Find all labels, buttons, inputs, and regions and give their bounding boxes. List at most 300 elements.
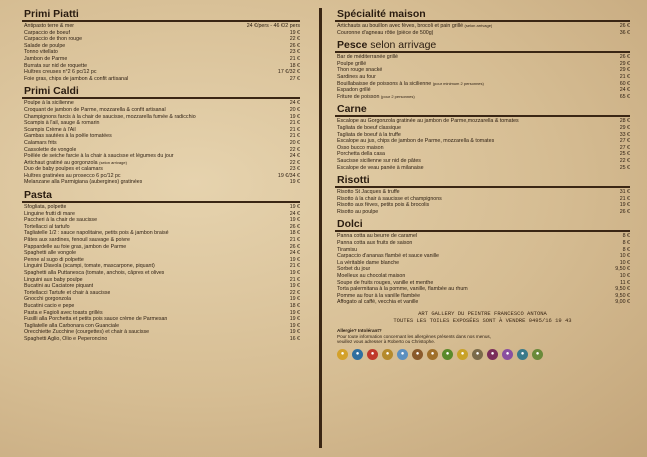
menu-item-price: 9,50 €: [615, 286, 630, 293]
menu-item-label: Carpaccio de thon rouge: [24, 36, 83, 43]
section-title-text: Spécialité maison: [337, 8, 426, 20]
menu-item-price: 9,00 €: [615, 299, 630, 306]
menu-item-price: 21 €: [289, 55, 300, 62]
menu-item-name: [24, 336, 107, 343]
menu-item: [335, 260, 630, 267]
menu-item-name: [337, 240, 412, 247]
menu-item-label: Scampis à l'ail, sauge & romarin: [24, 120, 100, 127]
menu-item-label: Tonno vitellato: [24, 49, 58, 56]
section-title-text: Dolci: [337, 218, 363, 231]
menu-item: [335, 202, 630, 209]
menu-item-label: Linguini Diavola (scampi, tomate, mascarpone, piquant): [24, 263, 155, 270]
menu-item: [22, 56, 300, 63]
left-column: [22, 8, 300, 346]
milk-icon: ●: [397, 349, 408, 360]
menu-item-price: 16 €: [289, 335, 300, 342]
allergy-notice: [335, 328, 630, 345]
menu-item-label: Tiramisu: [337, 246, 358, 253]
menu-item: [22, 296, 300, 303]
menu-item: [22, 69, 300, 76]
menu-item-name: [24, 217, 97, 224]
right-column: [335, 8, 630, 360]
menu-item-label: Saucisse sicilienne sur nid de pâtes: [337, 157, 421, 164]
menu-item-price: 29 €: [619, 124, 630, 131]
menu-item: [335, 286, 630, 293]
menu-item-name: [337, 280, 433, 287]
menu-item-price: 31 €: [619, 189, 630, 196]
allergy-text-2: veuillez vous adresser à Roberto ou Christophe.: [337, 339, 436, 345]
menu-item-price: 8 €: [622, 240, 630, 247]
menu-item: [22, 23, 300, 30]
menu-item-label: Escalope au jus, chips de jambon de Parme, mozzarella & tomates: [337, 138, 495, 145]
menu-item-price: 33 €: [619, 131, 630, 138]
gallery-line-2: TOUTES LES TOILES EXPOSÉES SONT À VENDRE 0495/16 19 43: [393, 317, 572, 324]
section-risotti: [335, 174, 630, 215]
menu-item-price: 29 €: [619, 67, 630, 74]
menu-item-name: [24, 270, 164, 277]
menu-item: [22, 230, 300, 237]
menu-item-name: [24, 310, 103, 317]
menu-item: [335, 151, 630, 158]
menu-item-price: 20 €: [289, 139, 300, 146]
egg-icon: ●: [337, 349, 348, 360]
menu-item: [22, 237, 300, 244]
menu-item-name: [337, 67, 382, 74]
menu-item: [22, 173, 300, 180]
menu-item-label: Spaghetti Aglio, Olio e Peperoncino: [24, 335, 108, 342]
menu-item-name: [337, 233, 417, 240]
menu-item: [22, 316, 300, 323]
menu-item-price: 23 €: [289, 49, 300, 56]
menu-item-price: 26 €: [619, 208, 630, 215]
section-title-text: Primi Caldi: [24, 85, 79, 98]
menu-item-name: [337, 260, 399, 267]
menu-item: [335, 266, 630, 273]
menu-item-name: [24, 173, 121, 180]
menu-item-price: 10 €: [619, 253, 630, 260]
section-title: [335, 103, 630, 117]
menu-item: [335, 253, 630, 260]
menu-item-name: [24, 147, 76, 154]
menu-item: [335, 23, 630, 30]
menu-item-label: Carpaccio d'ananas flambé et sauce vanille: [337, 253, 440, 260]
menu-item-label: Risotto au poulpe: [337, 208, 379, 215]
menu-item-label: Croquant de jambon de Parme, mozzarella & confit artisanal: [24, 106, 166, 113]
menu-item: [22, 336, 300, 343]
menu-item-label: La véritable dame blanche: [337, 259, 400, 266]
menu-item-label: Huîtres creuses n°2 6 pc/12 pc: [24, 69, 97, 76]
menu-item-price: 22 €: [289, 159, 300, 166]
menu-item: [335, 87, 630, 94]
menu-item: [335, 293, 630, 300]
menu-item-price: 29 €: [619, 60, 630, 67]
menu-item-name: [337, 209, 378, 216]
menu-item: [22, 244, 300, 251]
menu-item: [335, 196, 630, 203]
menu-item-label: Gnocchi gorgonzola: [24, 296, 72, 303]
menu-item: [335, 165, 630, 172]
menu-item-price: 19 €: [619, 202, 630, 209]
menu-item-name: [337, 54, 398, 61]
menu-item-price: 21 €: [289, 237, 300, 244]
section-title-text: Carne: [337, 103, 367, 116]
menu-item-price: 26 €: [289, 42, 300, 49]
menu-item: [22, 160, 300, 167]
menu-item: [22, 147, 300, 154]
menu-item-label: Calamars frits: [24, 139, 57, 146]
menu-item-name: [24, 263, 155, 270]
menu-item-price: 18 €: [289, 302, 300, 309]
menu-item-price: 24 €: [289, 153, 300, 160]
menu-item-name: [24, 127, 76, 134]
menu-item-price: 8 €: [622, 233, 630, 240]
menu-item-label: Risotto aux fèves, petits pois & brocolis: [337, 202, 430, 209]
menu-item-name: [337, 118, 519, 125]
menu-item: [22, 217, 300, 224]
mustard-icon: ●: [457, 349, 468, 360]
section-title: [22, 8, 300, 22]
menu-item-label: Pâtes aux sardines, fenouil sauvage & poivre: [24, 237, 131, 244]
fish-icon: ●: [352, 349, 363, 360]
menu-item-price: 22 €: [289, 146, 300, 153]
menu-item-price: 22 €: [289, 289, 300, 296]
celery-icon: ●: [442, 349, 453, 360]
menu-item: [335, 273, 630, 280]
menu-item-label: Pasta e Fagioli avec toasts grillés: [24, 309, 103, 316]
menu-item-label: Duo de baby poulpes et calamars: [24, 166, 103, 173]
soy-icon: ●: [532, 349, 543, 360]
menu-item-name: [24, 160, 127, 167]
menu-item-price: 10 €: [619, 273, 630, 280]
section-carne: [335, 103, 630, 171]
menu-item-name: [337, 87, 371, 94]
menu-item-price: 18 €: [289, 230, 300, 237]
section-specialite-maison: [335, 8, 630, 36]
section-dolci: [335, 218, 630, 306]
menu-item: [22, 49, 300, 56]
mollusc-icon: ●: [517, 349, 528, 360]
menu-item-name: [337, 158, 421, 165]
menu-item-price: 17 €/32 €: [277, 69, 300, 76]
menu-item: [335, 118, 630, 125]
menu-item-price: 19 €: [289, 29, 300, 36]
menu-item-name: [337, 299, 418, 306]
menu-item-label: Champignons farcis à la chair de saucisse, mozzarella fumée & radicchio: [24, 113, 196, 120]
menu-item-label: Porchetta della casa: [337, 151, 385, 158]
menu-item-price: 21 €: [289, 263, 300, 270]
menu-item-label: Tagliatelle alla Carbonara con Guanciale: [24, 322, 120, 329]
menu-item-label: Jambon de Parme: [24, 55, 68, 62]
menu-item-label: Tagliata de boeuf classique: [337, 124, 401, 131]
menu-item-price: 27 €: [619, 138, 630, 145]
menu-item-name: [24, 179, 142, 186]
menu-item: [22, 270, 300, 277]
menu-item-price: 19 €: [289, 309, 300, 316]
menu-item-label: Carpaccio de boeuf: [24, 29, 70, 36]
menu-item: [22, 257, 300, 264]
menu-item-label: Poulpe à la sicilienne: [24, 100, 74, 107]
menu-item: [22, 250, 300, 257]
menu-item-name: [337, 165, 424, 172]
menu-item-name: [337, 266, 370, 273]
menu-item-label: Artichauts au bouillon avec fèves, brocoli et pain grillé: [337, 23, 464, 29]
menu-item-label: Sorbet du jour: [337, 266, 371, 273]
menu-item-label: Sardines au four: [337, 73, 376, 80]
menu-item: [22, 114, 300, 121]
menu-item-name: [24, 250, 76, 257]
allergen-icons: [335, 349, 630, 360]
shellfish-icon: ●: [367, 349, 378, 360]
menu-item: [22, 36, 300, 43]
menu-item-price: 25 €: [619, 151, 630, 158]
menu-item-label: Foie gras, chips de jambon & confit artisanal: [24, 75, 129, 82]
menu-item-price: 18 €: [289, 62, 300, 69]
menu-item-name: [24, 224, 70, 231]
section-pesce: [335, 39, 630, 100]
menu-item-note: (selon arrivage): [464, 23, 493, 28]
menu-item-label: Escalope au Gorgonzola gratinée au jambon de Parme,mozzarella & tomates: [337, 118, 519, 125]
menu-item-price: 19 €: [289, 270, 300, 276]
menu-item: [22, 224, 300, 231]
menu-item-name: [337, 253, 439, 260]
menu-item: [22, 211, 300, 218]
menu-item-label: Panna cotta au beurre de caramel: [337, 233, 418, 240]
menu-item: [22, 166, 300, 173]
menu-item-label: Pomme au four à la vanille flambée: [337, 292, 421, 299]
menu-item-name: [337, 202, 429, 209]
menu-item: [22, 76, 300, 83]
menu-item-name: [337, 286, 468, 293]
menu-item: [22, 30, 300, 37]
menu-item: [335, 138, 630, 145]
menu-item-label: Panna cotta aux fruits de saison: [337, 240, 413, 247]
menu-item: [335, 209, 630, 216]
menu-item-label: Tagliatelle 1/2 : sauce napolitaine, petits pois & jambon braisé: [24, 230, 169, 237]
menu-item-price: 27 €: [289, 75, 300, 82]
menu-item-label: Linguini aux baby poulpe: [24, 276, 83, 283]
menu-item-name: [24, 204, 66, 211]
menu-item-price: 19 €: [289, 113, 300, 120]
menu-item-name: [24, 120, 100, 127]
menu-item: [335, 233, 630, 240]
menu-item-name: [24, 100, 74, 107]
menu-item-label: Pappardelle au foie gras, jambon de Parme: [24, 243, 127, 250]
menu-item-name: [337, 273, 405, 280]
wheat-icon: ●: [382, 349, 393, 360]
section-pasta: [22, 189, 300, 342]
menu-item-label: Osso bucco maison: [337, 144, 384, 151]
menu-item: [22, 100, 300, 107]
section-title: [335, 39, 630, 53]
menu-item-label: Scampis Crème à l'Ail: [24, 126, 76, 133]
menu-item-label: Salade de poulpe: [24, 42, 66, 49]
menu-item-price: 21 €: [619, 73, 630, 80]
menu-item: [335, 247, 630, 254]
sesame-icon: ●: [472, 349, 483, 360]
menu-item-price: 19 €/34 €: [277, 172, 300, 179]
section-title-text: Pasta: [24, 189, 53, 202]
menu-item: [22, 310, 300, 317]
menu-item-label: Melanzane alla Parmigiana (aubergines) gratinées: [24, 179, 143, 186]
menu-item-label: Torta palermitana à la pomme, vanille, flambée au rhum: [337, 286, 468, 293]
menu-item-name: [24, 43, 65, 50]
menu-item-name: [24, 133, 112, 140]
menu-item-price: 21 €: [619, 195, 630, 202]
menu-item: [22, 303, 300, 310]
column-divider: [319, 8, 322, 448]
menu-item-label: Cassolette de vongole: [24, 146, 77, 153]
menu-item-price: 24 €: [619, 87, 630, 94]
menu-item-price: 60 €: [619, 80, 630, 87]
menu-item-price: 27 €: [619, 144, 630, 151]
menu-item-price: 21 €: [289, 276, 300, 283]
menu-item-price: 20 €: [289, 106, 300, 113]
menu-item-price: 19 €: [289, 329, 300, 336]
menu-item-name: [337, 81, 484, 88]
gallery-line-1: ART GALLERY DU PEINTRE FRANCESCO ANTONA: [418, 310, 547, 317]
menu-item: [335, 189, 630, 196]
menu-item: [22, 323, 300, 330]
section-title: [335, 8, 630, 22]
menu-item-label: Burrata sur nid de roquette: [24, 62, 88, 69]
menu-item: [335, 94, 630, 101]
menu-item: [22, 63, 300, 70]
menu-item: [22, 179, 300, 186]
section-title: [335, 218, 630, 232]
menu-item-price: 26 €: [289, 243, 300, 250]
nut-icon: ●: [412, 349, 423, 360]
section-primi-piatti: [22, 8, 300, 82]
menu-item-label: Fusilli alla Porchetta et petits pois sauce crème de Parmesan: [24, 316, 168, 323]
menu-item-label: Poêlée de seiche farcie à la chair à saucisse et légumes du jour: [24, 153, 174, 160]
menu-item-price: 10 €: [619, 259, 630, 266]
menu-item-note: (selon arrivage): [99, 159, 127, 165]
menu-item-name: [24, 30, 70, 37]
menu-item-name: [337, 30, 433, 37]
menu-item-label: Tagliata de boeuf à la truffe: [337, 131, 401, 138]
menu-item-name: [24, 69, 97, 76]
menu-item-label: Risotto St Jacques & truffe: [337, 189, 400, 196]
menu-item-name: [337, 138, 494, 145]
menu-item-label: Antipasto terre & mer: [24, 23, 75, 29]
sulfite-icon: ●: [487, 349, 498, 360]
menu-item: [22, 204, 300, 211]
menu-item-label: Poulpe grillé: [337, 60, 367, 67]
menu-item-name: [337, 151, 385, 158]
menu-item: [335, 280, 630, 287]
menu-item-price: 24 €: [289, 100, 300, 107]
menu-item: [22, 133, 300, 140]
menu-item-name: [337, 293, 420, 300]
menu-item-name: [24, 277, 83, 284]
menu-item-label: Moelleux au chocolat maison: [337, 273, 406, 280]
menu-item-price: 24 €: [289, 250, 300, 257]
art-gallery-notice: [335, 310, 630, 324]
menu-item-name: [24, 114, 196, 121]
menu-item-label: Espadon grillé: [337, 87, 371, 94]
menu-item-name: [24, 303, 74, 310]
menu-item-name: [24, 257, 84, 264]
menu-item-label: Linguine frutti di mare: [24, 210, 75, 217]
menu-item: [22, 283, 300, 290]
menu-item-price: 28 €: [619, 118, 630, 125]
menu-item: [22, 329, 300, 336]
menu-item: [335, 81, 630, 88]
menu-item-name: [337, 94, 415, 101]
menu-item-price: 26 €: [619, 23, 630, 29]
menu-item: [335, 67, 630, 74]
menu-item-name: [24, 244, 126, 251]
menu-item-name: [24, 230, 169, 237]
menu-item-name: [337, 23, 492, 30]
menu-item-name: [337, 145, 384, 152]
menu-item: [335, 74, 630, 81]
menu-item: [22, 263, 300, 270]
menu-item: [335, 30, 630, 37]
menu-item-price: 65 €: [619, 93, 630, 100]
menu-item-label: Soupe de fruits rouges, vanille et menthe: [337, 279, 434, 286]
menu-item-price: 19 €: [289, 217, 300, 224]
menu-item: [22, 153, 300, 160]
menu-item-label: Tortellacci Tartufe et chair à saucisse: [24, 289, 111, 296]
menu-item-price: 9,50 €: [615, 292, 630, 299]
menu-item: [22, 127, 300, 134]
menu-item-price: 8 €: [622, 246, 630, 253]
menu-item: [22, 107, 300, 114]
menu-item-label: Spaghetti alla Puttanesca (tomate, anchois, câpres et olives: [24, 270, 165, 276]
menu-item-name: [24, 140, 57, 147]
menu-item-label: Couronne d'agneau rôtie (pièce de 500g): [337, 29, 434, 36]
menu-item-name: [24, 329, 149, 336]
menu-item-name: [24, 211, 75, 218]
menu-item-price: 19 €: [289, 256, 300, 263]
menu-item-label: Huîtres gratinées au prosecco 6 pc/12 pc: [24, 172, 121, 179]
menu-item-price: 26 €: [289, 223, 300, 230]
menu-item-label: Thon rouge snacké: [337, 67, 383, 74]
menu-item-name: [337, 125, 401, 132]
menu-item-name: [24, 237, 130, 244]
menu-item-price: 19 €: [289, 296, 300, 303]
menu-item-name: [337, 196, 442, 203]
menu-item-price: 36 €: [619, 29, 630, 36]
menu-item-note: (pour 2 personnes): [380, 93, 415, 99]
menu-item-price: 24 €/pers - 46 €/2 pers: [246, 23, 300, 29]
menu-item-label: Paccheri à la chair de saucisse: [24, 217, 98, 224]
menu-item-label: Artichaut gratiné au gorgonzola: [24, 159, 98, 166]
section-title-text: Pesce: [337, 39, 368, 52]
section-title-text: Primi Piatti: [24, 8, 79, 20]
menu-item-label: Bucatini cacio e pepe: [24, 302, 75, 309]
menu-item-price: 11 €: [620, 279, 630, 286]
menu-item: [335, 125, 630, 132]
menu-item-name: [24, 153, 174, 160]
menu-item-label: Sfogliata, polpette: [24, 204, 67, 211]
menu-item: [335, 145, 630, 152]
menu-item-price: 19 €: [289, 283, 300, 290]
menu-item-price: 9,50 €: [615, 266, 630, 273]
menu-item-name: [337, 189, 400, 196]
menu-item-label: Penne al sugo di polpette: [24, 256, 84, 263]
menu-item: [335, 54, 630, 61]
menu-item-price: 23 €: [289, 166, 300, 173]
menu-item-price: 24 €: [289, 210, 300, 217]
menu-item-label: Risotto à la chair à saucisse et champignons: [337, 195, 442, 202]
menu-item-price: 19 €: [289, 322, 300, 329]
section-subtitle: selon arrivage: [367, 39, 437, 52]
menu-item: [335, 299, 630, 306]
menu-item-label: Orecchiette Zucchine (courgettes) et chair à saucisse: [24, 329, 150, 336]
menu-item: [335, 132, 630, 139]
